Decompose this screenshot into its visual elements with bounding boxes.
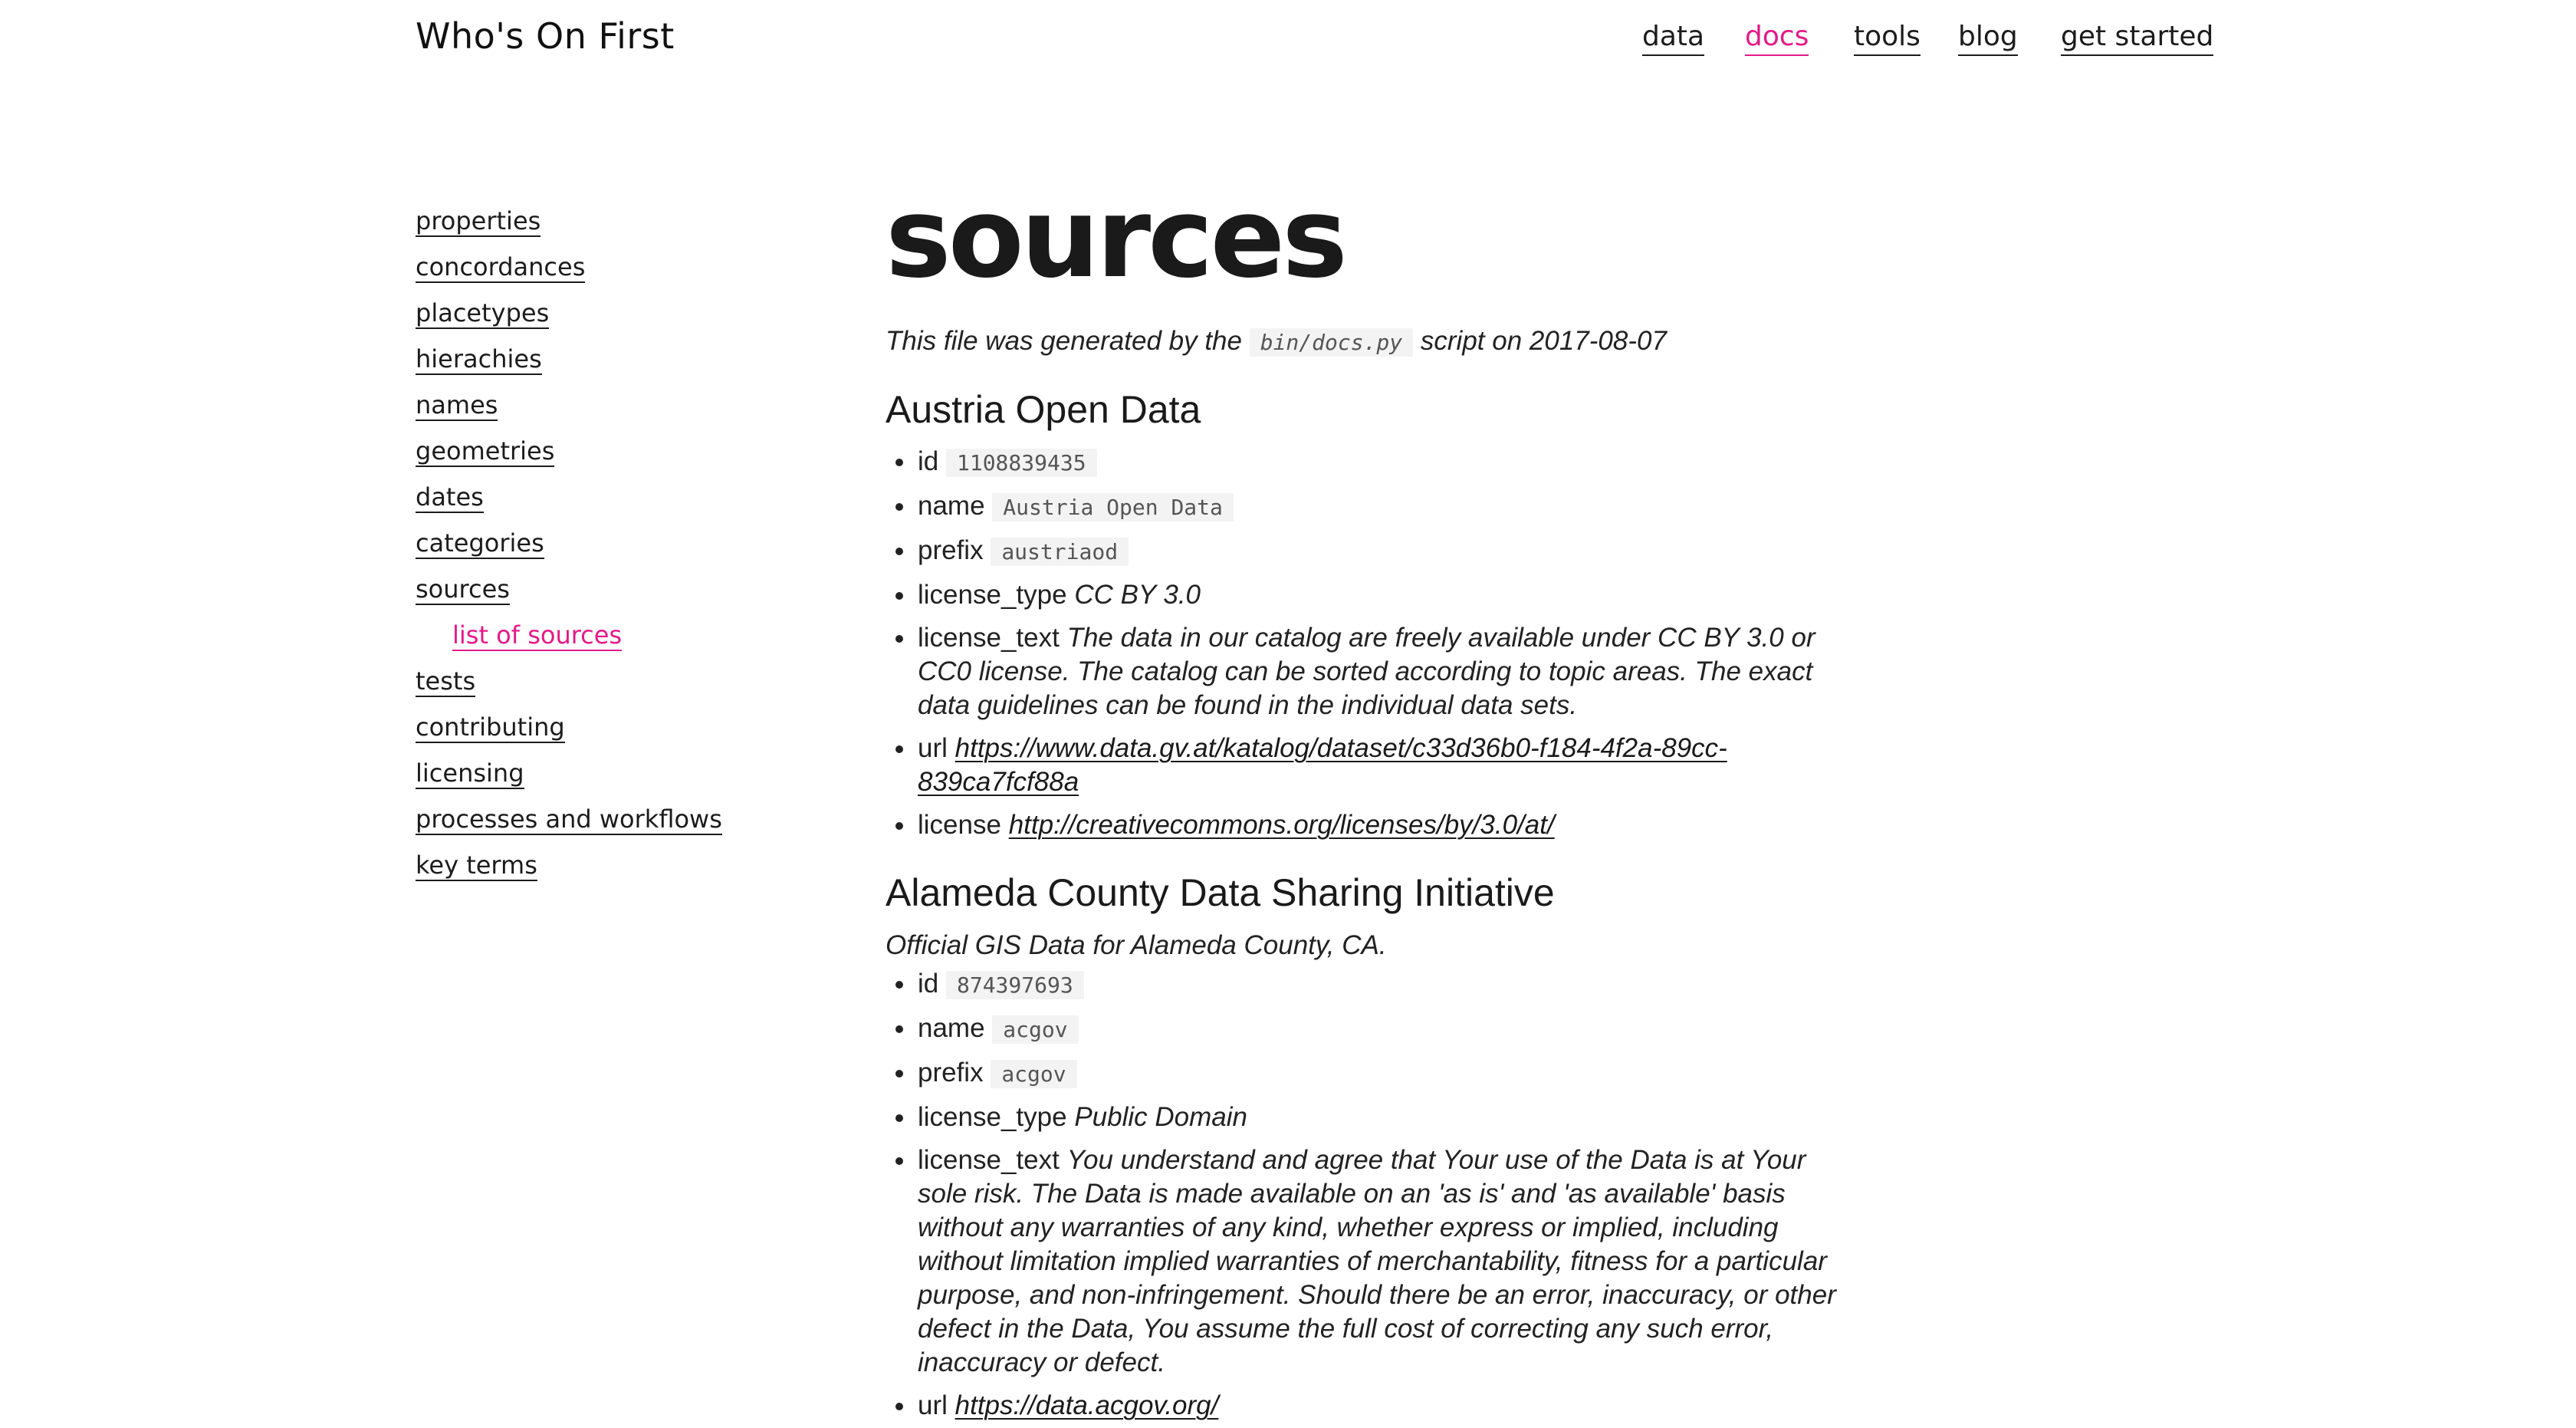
- property-value: 1108839435: [946, 449, 1097, 477]
- property-key: name: [918, 490, 985, 521]
- sidebar-item-list-of-sources[interactable]: list of sources: [452, 620, 623, 650]
- property-key: license_type: [918, 579, 1067, 610]
- property-key: prefix: [918, 535, 984, 565]
- property-key: url: [918, 732, 948, 763]
- property-prefix: [916, 1056, 1859, 1091]
- property-value: The data in our catalog are freely available under CC BY 3.0 or CC0 license. The catalog can be sorted according to topic areas. The exact data guidelines can be found in the individual data sets.: [918, 622, 1815, 720]
- main-content: [886, 173, 1882, 1428]
- nav-link-tools[interactable]: tools: [1854, 20, 1921, 56]
- property-value: acgov: [992, 1015, 1078, 1044]
- property-license-type: [916, 1101, 1859, 1134]
- sidebar-item-categories[interactable]: categories: [416, 528, 544, 558]
- top-nav: [0, 20, 2576, 66]
- source-properties-list: [886, 967, 1859, 1423]
- property-key: url: [918, 1390, 948, 1420]
- sidebar-item-processes-and-workflows[interactable]: processes and workflows: [416, 804, 722, 834]
- property-license-type: [916, 578, 1859, 612]
- property-license-text: [916, 621, 1859, 722]
- sidebar-item-key-terms[interactable]: key terms: [416, 851, 537, 880]
- generated-note-suffix: script on 2017-08-07: [1420, 326, 1667, 356]
- page-title: sources: [886, 173, 1345, 302]
- property-license: [916, 808, 1859, 842]
- source-url-link[interactable]: https://data.acgov.org/: [955, 1390, 1219, 1420]
- property-id: [916, 967, 1859, 1002]
- property-value: You understand and agree that Your use of the Data is at Your sole risk. The Data is made available on an 'as is' and 'as available' basis without any warranties of any kind, whether express or implied, including without limitation implied warranties of merchantability, fitness for a particular purpose, and non-infringement. Should there be an error, inaccuracy, or other defect in the Data, You assume the full cost of correcting any such error, inaccuracy or defect.: [918, 1145, 1836, 1377]
- site-title[interactable]: Who's On First: [416, 15, 675, 57]
- sidebar-item-licensing[interactable]: licensing: [416, 758, 524, 788]
- property-value: Austria Open Data: [992, 493, 1234, 522]
- docs-sidebar: [416, 207, 845, 897]
- sidebar-item-dates[interactable]: dates: [416, 482, 484, 512]
- property-license-text: [916, 1143, 1859, 1380]
- sidebar-item-properties[interactable]: properties: [416, 206, 541, 235]
- generated-note-prefix: This file was generated by the: [886, 326, 1242, 356]
- property-value: austriaod: [991, 538, 1129, 566]
- property-name: [916, 1012, 1859, 1047]
- source-title: Alameda County Data Sharing Initiative: [886, 870, 1555, 914]
- property-key: name: [918, 1013, 985, 1043]
- property-key: id: [918, 969, 939, 999]
- property-value: acgov: [991, 1060, 1076, 1088]
- source-url-link[interactable]: https://www.data.gv.at/katalog/dataset/c33d36b0-f184-4f2a-89cc-839ca7fcf88a: [918, 732, 1727, 797]
- property-url: [916, 732, 1859, 799]
- property-value: Public Domain: [1074, 1102, 1247, 1132]
- source-section: [886, 870, 1882, 1423]
- source-properties-list: [886, 445, 1859, 842]
- sidebar-item-sources[interactable]: sources: [416, 574, 510, 604]
- source-title: Austria Open Data: [886, 387, 1201, 431]
- property-key: license_text: [918, 622, 1060, 653]
- sidebar-item-concordances[interactable]: concordances: [416, 252, 586, 281]
- generated-note: [886, 324, 1882, 359]
- license-url-link[interactable]: http://creativecommons.org/licenses/by/3.0/at/: [1008, 809, 1555, 840]
- sidebar-item-placetypes[interactable]: placetypes: [416, 298, 550, 327]
- property-key: license: [918, 809, 1001, 840]
- nav-link-docs[interactable]: docs: [1745, 20, 1809, 56]
- sidebar-item-contributing[interactable]: contributing: [416, 712, 565, 742]
- script-code: bin/docs.py: [1250, 328, 1413, 357]
- property-key: id: [918, 446, 939, 476]
- source-section: [886, 387, 1882, 842]
- property-prefix: [916, 534, 1859, 569]
- nav-link-data[interactable]: data: [1642, 20, 1704, 56]
- nav-link-get-started[interactable]: get started: [2061, 20, 2213, 56]
- property-key: license_type: [918, 1102, 1067, 1132]
- sidebar-item-geometries[interactable]: geometries: [416, 436, 555, 466]
- property-value: 874397693: [946, 971, 1084, 999]
- property-url: [916, 1389, 1859, 1423]
- nav-link-blog[interactable]: blog: [1958, 20, 2018, 56]
- property-value: CC BY 3.0: [1074, 579, 1201, 610]
- sidebar-item-names[interactable]: names: [416, 390, 498, 420]
- property-name: [916, 489, 1859, 525]
- property-key: license_text: [918, 1145, 1060, 1175]
- property-key: prefix: [918, 1058, 984, 1087]
- sidebar-item-tests[interactable]: tests: [416, 666, 476, 696]
- property-id: [916, 445, 1859, 480]
- source-description: Official GIS Data for Alameda County, CA.: [886, 930, 1387, 960]
- sidebar-item-hierachies[interactable]: hierachies: [416, 344, 542, 373]
